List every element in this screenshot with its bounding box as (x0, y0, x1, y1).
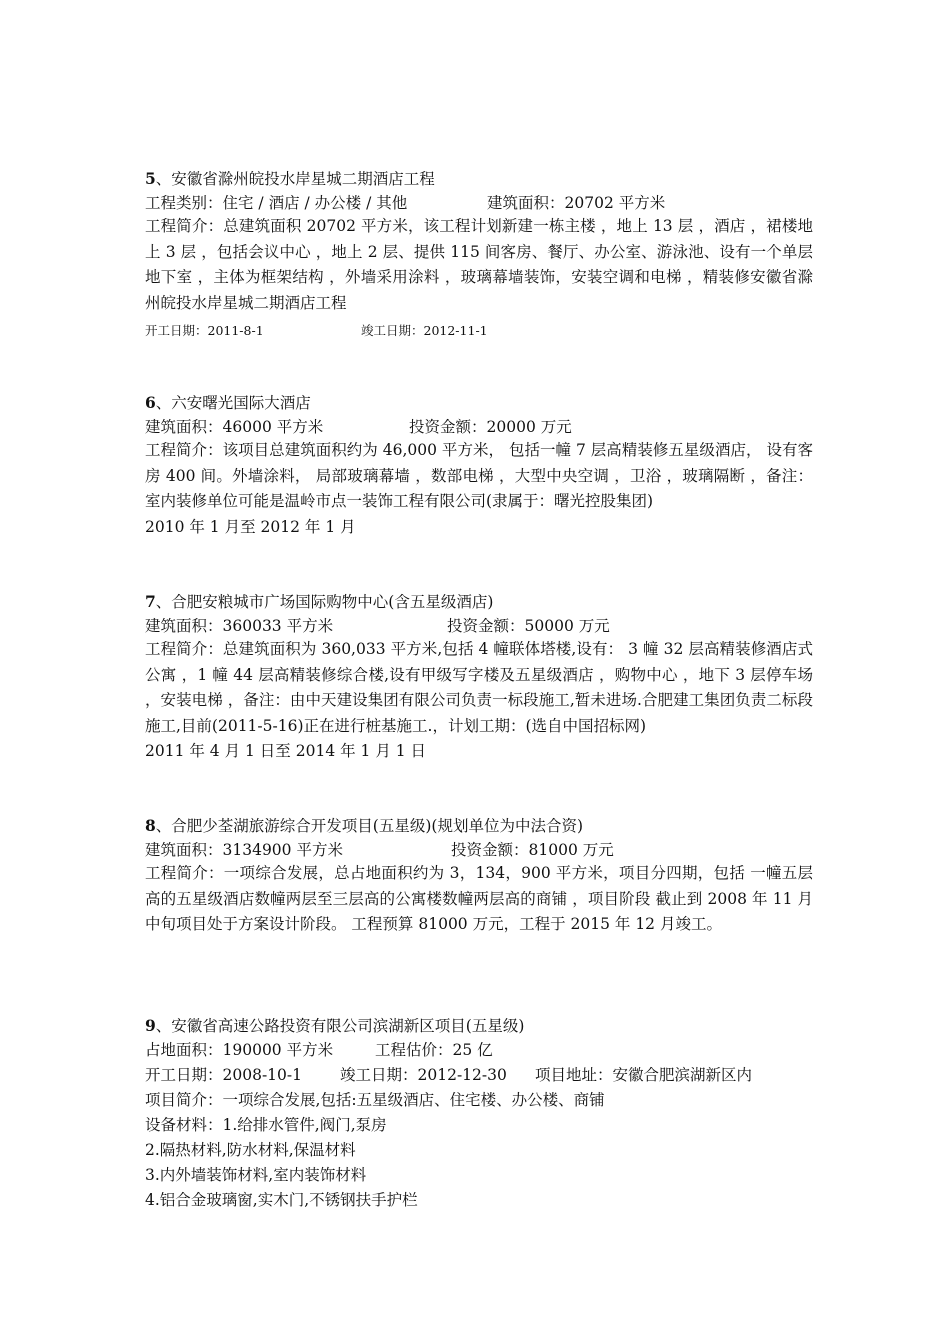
estimate-field: 工程估价：25 亿 (375, 1041, 493, 1059)
material-item: 4.铝合金玻璃窗,实木门,不锈钢扶手护栏 (145, 1191, 418, 1209)
start-date: 开工日期：2011-8-1 (145, 323, 264, 338)
project-title-text: 、六安曙光国际大酒店 (155, 394, 311, 412)
project-meta (145, 415, 572, 440)
project-title (145, 390, 311, 415)
project-intro: 工程简介：总建筑面积 20702 平方米，该工程计划新建一栋主楼 ，地上 13 层 ，酒店 ，裙楼地上 3 层 ，包括会议中心 ，地上 2 层、提供 115 间客房、餐厅、办公室、游泳池、设有一个单层地下室 ，主体为框架结构 ，外墙采用涂料 ，玻璃幕墙装饰，安装空调和电梯 ，精装修安徽省滁州皖投水岸星城二期酒店工程 (145, 217, 813, 313)
project-period: 2011 年 4 月 1 日至 2014 年 1 月 1 日 (145, 742, 427, 760)
project-meta (145, 614, 610, 639)
material-item: 设备材料：1.给排水管件,阀门,泵房 (145, 1116, 387, 1134)
project-intro: 工程简介：一项综合发展，总占地面积约为 3，134，900 平方米，项目分四期，包括 一幢五层高的五星级酒店数幢两层至三层高的公寓楼数幢两层高的商铺 ，项目阶段 截止到 2008 年 11 月中旬项目处于方案设计阶段。 工程预算 81000 万元，工程于 2015 年 12 月竣工。 (145, 864, 813, 934)
project-title (145, 589, 493, 614)
investment-field: 投资金额：81000 万元 (451, 841, 614, 859)
land-area-field: 占地面积：190000 平方米 (145, 1041, 334, 1059)
area-field: 建筑面积：360033 平方米 (145, 617, 334, 635)
project-meta (145, 1038, 493, 1063)
address-field: 项目地址：安徽合肥滨湖新区内 (535, 1066, 753, 1084)
project-title-text: 、合肥安粮城市广场国际购物中心(含五星级酒店) (155, 593, 494, 611)
project-period: 2010 年 1 月至 2012 年 1 月 (145, 518, 356, 536)
project-title-text: 、安徽省滁州皖投水岸星城二期酒店工程 (155, 170, 435, 188)
project-intro: 工程简介：该项目总建筑面积约为 46,000 平方米， 包括一幢 7 层高精装修五星级酒店， 设有客房 400 间。外墙涂料， 局部玻璃幕墙 ，数部电梯 ，大型中央空调 ，卫浴 ，玻璃隔断 ，备注：室内装修单位可能是温岭市点一装饰工程有限公司(隶属于：曙光控股集团) (145, 441, 813, 511)
area-field: 建筑面积：20702 平方米 (487, 194, 666, 212)
end-date: 竣工日期：2012-12-30 (340, 1066, 507, 1084)
project-intro: 项目简介：一项综合发展,包括:五星级酒店、住宅楼、办公楼、商铺 (145, 1091, 605, 1109)
investment-field: 投资金额：20000 万元 (409, 418, 572, 436)
area-field: 建筑面积：3134900 平方米 (145, 841, 343, 859)
project-intro: 工程简介：总建筑面积为 360,033 平方米,包括 4 幢联体塔楼,设有： 3 幢 32 层高精装修酒店式公寓 ，1 幢 44 层高精装修综合楼,设有甲级写字楼及五星级酒店 ，购物中心 ，地下 3 层停车场 ，安装电梯 ，备注：由中天建设集团有限公司负责一标段施工,暂未进场.合肥建工集团负责二标段施工,目前(2011-5-16)正在进行桩基施工.，计划工期：(选自中国招标网) (145, 640, 813, 736)
project-number: 6 (145, 393, 156, 412)
project-meta (145, 838, 614, 863)
project-dates (145, 1063, 753, 1088)
project-number: 9 (145, 1016, 156, 1035)
project-meta (145, 191, 666, 216)
category-field: 工程类别：住宅 / 酒店 / 办公楼 / 其他 (145, 194, 408, 212)
material-item: 2.隔热材料,防水材料,保温材料 (145, 1141, 356, 1159)
project-title (145, 166, 435, 191)
start-date: 开工日期：2008-10-1 (145, 1066, 303, 1084)
project-number: 5 (145, 169, 156, 188)
material-item: 3.内外墙装饰材料,室内装饰材料 (145, 1166, 367, 1184)
project-number: 7 (145, 592, 156, 611)
project-title-text: 、合肥少荃湖旅游综合开发项目(五星级)(规划单位为中法合资) (155, 817, 583, 835)
area-field: 建筑面积：46000 平方米 (145, 418, 324, 436)
project-dates (145, 318, 488, 343)
investment-field: 投资金额：50000 万元 (447, 617, 610, 635)
project-number: 8 (145, 816, 156, 835)
project-title (145, 1013, 524, 1038)
project-title (145, 813, 583, 838)
project-title-text: 、安徽省高速公路投资有限公司滨湖新区项目(五星级) (155, 1017, 525, 1035)
end-date: 竣工日期：2012-11-1 (361, 323, 488, 338)
